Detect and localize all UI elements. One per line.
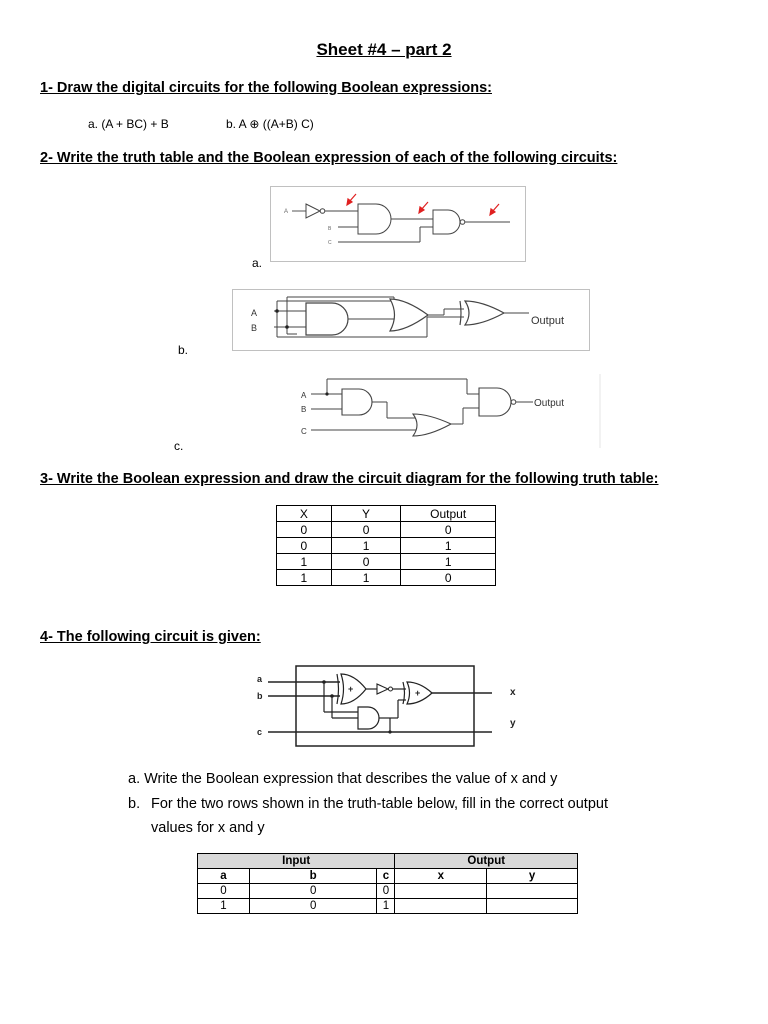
table-cell-y-blank[interactable] <box>487 884 578 899</box>
and-gate-icon <box>358 204 391 234</box>
column-header: a <box>198 869 250 884</box>
circuit-4-input-a: a <box>257 674 263 684</box>
q4-item-b-line2: values for x and y <box>151 820 265 836</box>
circuit-4-input-b: b <box>257 691 263 701</box>
circuit-b-input-b: B <box>251 323 258 333</box>
table-cell: 0 <box>401 522 496 538</box>
circuit-b-diagram <box>232 289 590 351</box>
circuit-b-output: Output <box>531 315 565 327</box>
table-row <box>198 884 578 899</box>
circuit-b-input-a: A <box>251 308 258 318</box>
table-cell: 0 <box>331 554 401 570</box>
table-cell: 0 <box>331 522 401 538</box>
group-header-output: Output <box>395 854 578 869</box>
table-cell: 0 <box>277 522 332 538</box>
column-header: c <box>377 869 395 884</box>
and-gate-icon <box>358 707 379 729</box>
circuit-4-output-x: x <box>510 687 516 698</box>
q4-item-b-prefix: b. <box>128 796 141 812</box>
table-cell: 1 <box>198 899 250 914</box>
table-header-row <box>277 506 496 522</box>
table-cell: 0 <box>249 899 377 914</box>
column-header: X <box>277 506 332 522</box>
q2-heading: 2- Write the truth table and the Boolean expression of each of the following circuits: <box>40 150 618 166</box>
table-cell: 1 <box>401 538 496 554</box>
circuit-a-frame <box>271 187 526 262</box>
q4-heading: 4- The following circuit is given: <box>40 629 261 645</box>
column-header: Output <box>401 506 496 522</box>
q3-heading: 3- Write the Boolean expression and draw the circuit diagram for the following truth table: <box>40 471 659 487</box>
table-cell-x-blank[interactable] <box>395 899 487 914</box>
svg-text:+: + <box>415 688 421 698</box>
table-cell: 1 <box>277 554 332 570</box>
table-cell: 0 <box>377 884 395 899</box>
table-cell: 1 <box>331 538 401 554</box>
or-gate-icon <box>413 414 451 436</box>
circuit-a-input-b: B <box>328 226 332 232</box>
table-row <box>277 522 496 538</box>
column-header: y <box>487 869 578 884</box>
table-cell: 0 <box>401 570 496 586</box>
table-cell: 1 <box>377 899 395 914</box>
circuit-a-diagram <box>270 186 526 266</box>
xor-gate-icon <box>341 674 366 704</box>
circuit-c-input-a: A <box>301 391 307 400</box>
table-cell-x-blank[interactable] <box>395 884 487 899</box>
table-cell: 1 <box>277 570 332 586</box>
table-group-header-row <box>198 854 578 869</box>
q1-expression-b: b. A ⊕ ((A+B) C) <box>226 117 314 131</box>
q1-expression-a: a. (A + BC) + B <box>88 117 169 131</box>
table-cell-y-blank[interactable] <box>487 899 578 914</box>
circuit-4-diagram <box>252 660 530 752</box>
circuit-c-label: c. <box>174 439 184 453</box>
svg-text:+: + <box>348 684 354 694</box>
circuit-c-input-b: B <box>301 405 307 414</box>
table-cell: 1 <box>331 570 401 586</box>
circuit-c-diagram <box>297 374 601 448</box>
and-gate-icon <box>342 389 372 415</box>
column-header: x <box>395 869 487 884</box>
q4-io-table <box>197 853 578 914</box>
table-cell: 0 <box>198 884 250 899</box>
table-row <box>277 554 496 570</box>
nand-gate-icon <box>479 388 511 416</box>
and-gate-icon <box>306 303 348 335</box>
table-row <box>198 899 578 914</box>
circuit-a-input-a: A <box>284 209 289 215</box>
table-header-row <box>198 869 578 884</box>
table-cell: 0 <box>249 884 377 899</box>
q4-item-a: a. Write the Boolean expression that describes the value of x and y <box>128 771 558 787</box>
circuit-a-input-c: C <box>328 240 332 246</box>
circuit-a-label: a. <box>252 256 263 270</box>
circuit-c-output: Output <box>534 398 565 409</box>
column-header: b <box>249 869 377 884</box>
table-row <box>277 570 496 586</box>
group-header-input: Input <box>198 854 395 869</box>
not-gate-icon <box>377 684 388 694</box>
table-cell: 0 <box>277 538 332 554</box>
table-row <box>277 538 496 554</box>
q1-heading: 1- Draw the digital circuits for the following Boolean expressions: <box>40 80 492 96</box>
circuit-4-output-y: y <box>510 718 516 729</box>
q3-truth-table <box>276 505 496 586</box>
circuit-b-label: b. <box>178 343 189 357</box>
circuit-c-input-c: C <box>301 427 307 436</box>
circuit-4-box <box>296 666 474 746</box>
q4-item-b-line1: For the two rows shown in the truth-table below, fill in the correct output <box>151 796 608 812</box>
circuit-4-input-c: c <box>257 727 263 737</box>
nand-gate-icon <box>433 210 460 234</box>
page-title: Sheet #4 – part 2 <box>316 40 452 59</box>
column-header: Y <box>331 506 401 522</box>
table-cell: 1 <box>401 554 496 570</box>
